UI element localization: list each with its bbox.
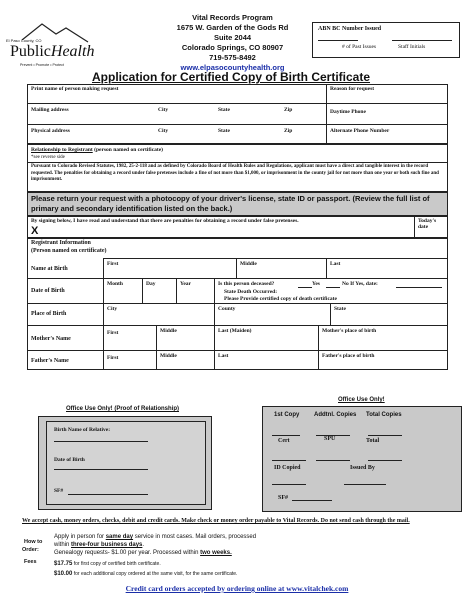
total-label: Total: [366, 438, 380, 444]
payment-notice: We accept cash, money orders, checks, debit and credit cards. Make check or money order payable to Vital Records. Do not send cash through the mail.: [22, 518, 410, 524]
photocopy-notice: Please return your request with a photocopy of your driver's license, state ID or passport. (Review the full list of primary and secondary identification listed on the back.): [31, 194, 430, 213]
name-last-label: Last: [330, 261, 341, 267]
mothers-name-label: Mother's Name: [31, 336, 71, 342]
website-link[interactable]: www.elpasocountyhealth.org: [180, 63, 285, 72]
office-right-box: [262, 406, 462, 512]
fathers-pob-label: Father's place of birth: [322, 353, 375, 359]
fee2-text: for each additional copy ordered at the same visit, for the same certificate.: [72, 571, 238, 577]
office-left-sf-label: SF#: [54, 488, 64, 494]
past-issues-label: # of Past Issues: [342, 44, 377, 50]
how-line1-post: service in most cases. Mail orders, processed: [133, 534, 257, 540]
signature-statement: By signing below, I have read and understand that there are penalties for obtaining a record under false pretenses.: [31, 218, 299, 224]
logo-tagline: Prevent • Promote • Protect: [20, 63, 64, 67]
physical-city-label: City: [158, 128, 169, 134]
staff-initials-label: Staff Initials: [398, 44, 426, 50]
registrant-header: Registrant Information: [31, 240, 91, 246]
mother-last-maiden-label: Last (Maiden): [218, 328, 252, 334]
deceased-question: Is this person deceased?: [218, 281, 275, 287]
name-middle-label: Middle: [240, 261, 257, 267]
office-left-dob-label: Date of Birth: [54, 457, 85, 463]
mailing-zip-label: Zip: [284, 107, 293, 113]
father-last-label: Last: [218, 353, 229, 359]
death-certificate-note: Please Provide certified copy of death certificate: [224, 296, 337, 302]
suite: Suite 2044: [213, 33, 252, 42]
first-copy-label: 1st Copy: [274, 412, 300, 418]
dob-day-label: Day: [146, 281, 156, 287]
fee1-text: for first copy of certified birth certificate.: [72, 561, 161, 567]
online-order-link[interactable]: Credit card orders accepted by ordering online at www.vitalchek.com: [125, 584, 349, 593]
physical-zip-label: Zip: [284, 128, 293, 134]
logo-health-word: Health: [50, 43, 95, 60]
mailing-city-label: City: [158, 107, 169, 113]
how-to-label: How to: [24, 539, 43, 545]
applicant-section: [27, 84, 448, 144]
pob-state-label: State: [334, 306, 346, 312]
fee1-amount: $17.75: [54, 561, 73, 567]
name-first-label: First: [107, 261, 119, 267]
how-line1-pre: Apply in person for: [54, 534, 106, 540]
program-name: Vital Records Program: [192, 13, 273, 22]
dob-year-label: Year: [180, 281, 191, 287]
fee2-amount: $10.00: [54, 571, 73, 577]
cert-label: Cert: [278, 438, 290, 444]
three-four-days-text: three-four business days: [71, 542, 143, 548]
print-name-label: Print name of person making request: [31, 86, 119, 92]
logo-small-text: El Paso County, CO: [6, 38, 42, 43]
pob-county-label: County: [218, 306, 236, 312]
office-right-sf-label: SF#: [278, 495, 289, 501]
how-line2-post: .: [142, 542, 145, 548]
two-weeks-text: two weeks.: [200, 550, 232, 556]
abn-label: ABN BC Number Issued: [318, 26, 382, 32]
mothers-pob-label: Mother's place of birth: [322, 328, 377, 334]
spu-label: SPU: [324, 436, 336, 442]
how-line2-pre: within: [54, 542, 72, 548]
fees-label: Fees: [24, 559, 37, 565]
order-label: Order:: [22, 547, 39, 553]
birth-name-relative-label: Birth Name of Relative:: [54, 427, 111, 433]
total-copies-label: Total Copies: [366, 412, 402, 418]
mother-middle-label: Middle: [160, 328, 177, 334]
additional-copies-label: Addtnl. Copies: [314, 412, 357, 418]
dob-month-label: Month: [107, 281, 123, 287]
physical-state-label: State: [218, 128, 230, 134]
street-address: 1675 W. Garden of the Gods Rd: [176, 23, 289, 32]
todays-date-label: Today's date: [418, 218, 437, 230]
physical-address-label: Physical address: [31, 128, 70, 134]
logo-public-word: Public: [10, 43, 51, 60]
relationship-label: Relationship to Registrant: [31, 147, 93, 153]
page-title: Application for Certified Copy of Birth Certificate: [92, 70, 371, 84]
deceased-yes-label[interactable]: Yes: [312, 281, 320, 287]
daytime-phone-label: Daytime Phone: [330, 109, 366, 115]
father-first-label: First: [107, 355, 119, 361]
mailing-address-label: Mailing address: [31, 107, 69, 113]
father-middle-label: Middle: [160, 353, 177, 359]
reason-label: Reason for request: [330, 86, 375, 92]
fathers-name-label: Father's Name: [31, 358, 69, 364]
state-death-label: State Death Occurred:: [224, 289, 278, 295]
city-state-zip: Colorado Springs, CO 80907: [181, 43, 284, 52]
see-reverse-note: *see reverse side: [31, 155, 65, 160]
office-left-title: Office Use Only! (Proof of Relationship): [66, 406, 180, 412]
dob-label: Date of Birth: [31, 288, 65, 294]
same-day-text: same day: [105, 534, 134, 540]
statute-text: Pursuant to Colorado Revised Statutes, 1982, 25-2-118 and as defined by Colorado Board of Health Rules and Regulations, applicant must have a direct and tangible interest in the record requested. The penalties for obtaining a record under false pretenses include a fine of not more than $1,000, or imprisonment in the county jail for not more than one year or both such fine and imprisonment.: [31, 164, 439, 182]
registrant-header-sub: (Person named on certificate): [31, 248, 107, 254]
mailing-state-label: State: [218, 107, 230, 113]
office-right-title: Office Use Only!: [338, 397, 385, 403]
phone-number: 719-575-8492: [209, 53, 256, 62]
place-of-birth-label: Place of Birth: [31, 311, 67, 317]
alt-phone-label: Alternate Phone Number: [330, 128, 390, 134]
how-line3-pre: Genealogy requests- $1.00 per year. Processed within: [54, 550, 201, 556]
signature-x-mark[interactable]: X: [31, 225, 39, 237]
relationship-suffix: (person named on certificate): [92, 147, 163, 153]
public-health-logo: [4, 18, 96, 74]
deceased-no-label[interactable]: No If Yes, date:: [342, 281, 378, 287]
name-at-birth-label: Name at Birth: [31, 266, 68, 272]
id-copied-label: ID Copied: [274, 465, 301, 471]
issued-by-label: Issued By: [350, 465, 375, 471]
mother-first-label: First: [107, 330, 119, 336]
office-left-inner: [46, 421, 206, 505]
pob-city-label: City: [107, 306, 118, 312]
